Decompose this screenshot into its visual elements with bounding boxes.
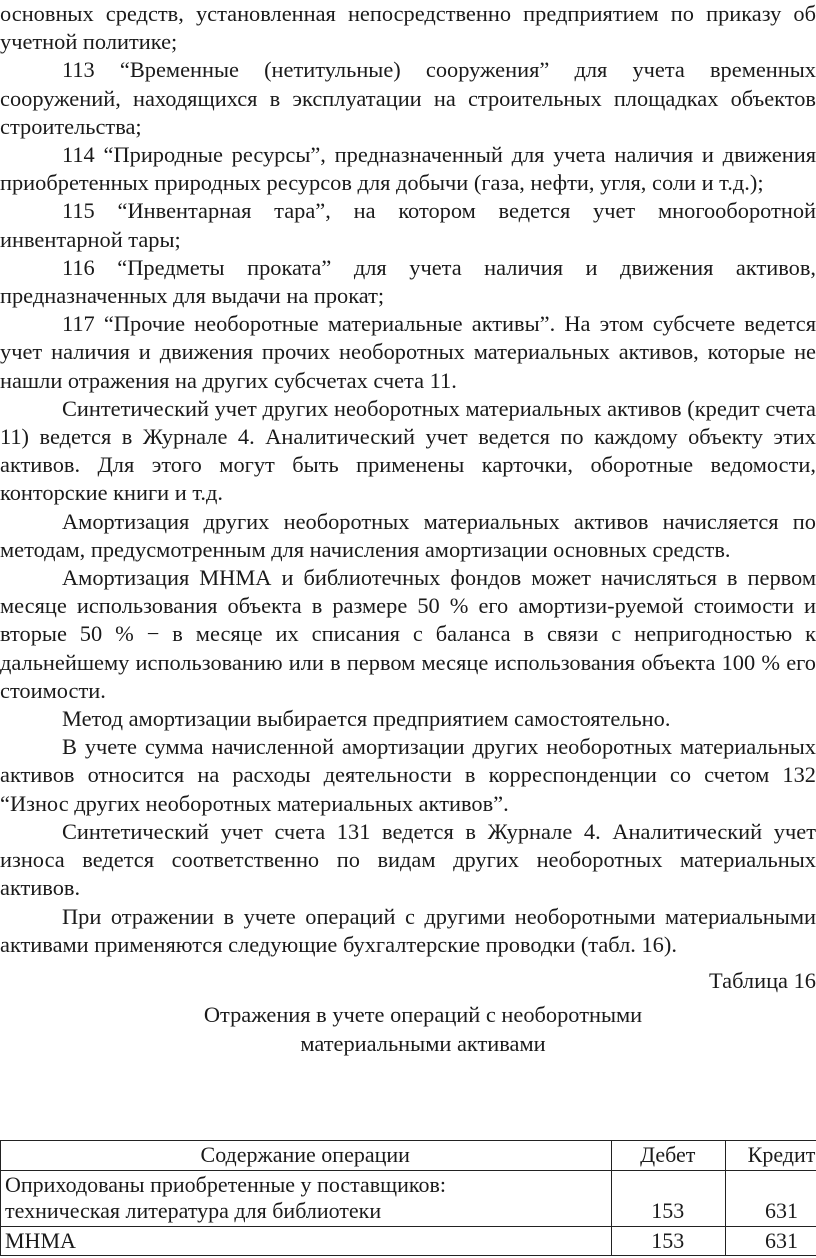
- paragraph-9: Амортизация МНМА и библиотечных фондов может начисляться в первом месяце использования объекта в размере 50 % его амортизи-руемой стоимости и вторые 50 % − в месяце их списания с баланса в связи с непригодностью к дальнейшему использованию или в первом месяце использования объекта 100 % его стоимости.: [0, 565, 816, 703]
- paragraph-11: В учете сумма начисленной амортизации других необоротных материальных активов относится на расходы деятельности в корреспонденции со счетом 132 “Износ других необоротных материальных активов”.: [0, 734, 816, 816]
- table-label: Таблица 16: [709, 967, 816, 993]
- table-title: [0, 1001, 816, 1058]
- paragraph-3: 114 “Природные ресурсы”, предназначенный для учета наличия и движения приобретенных природных ресурсов для добычи (газа, нефти, угля, соли и т.д.);: [0, 142, 816, 196]
- paragraph-4: 115 “Инвентарная тара”, на котором ведется учет многооборотной инвентарной тары;: [0, 198, 816, 252]
- row-credit: 631: [726, 1170, 816, 1226]
- header-debit: Дебет: [612, 1141, 726, 1171]
- row-content: МНМА: [1, 1226, 612, 1256]
- row-content-line-2: техническая литература для библиотеки: [5, 1198, 382, 1223]
- paragraph-10: Метод амортизации выбирается предприятием самостоятельно.: [62, 706, 671, 732]
- paragraph-7: Синтетический учет других необоротных материальных активов (кредит счета 11) ведется в Журнале 4. Аналитический учет ведется по каждому объекту этих активов. Для этого могут быть применены карточки, оборотные ведомости, конторские книги и т.д.: [0, 395, 816, 506]
- row-content: [1, 1170, 612, 1226]
- row-debit: 153: [612, 1170, 726, 1226]
- table-title-line-2: материальными активами: [300, 1030, 546, 1056]
- table-row: [1, 1170, 816, 1226]
- paragraph-13: При отражении в учете операций с другими необоротными материальными активами применяются следующие бухгалтерские проводки (табл. 16).: [0, 903, 816, 957]
- operations-table: [0, 1140, 816, 1256]
- paragraph-5: 116 “Предметы проката” для учета наличия и движения активов, предназначенных для выдачи на прокат;: [0, 254, 816, 309]
- table-row: [1, 1226, 816, 1256]
- table-container: [0, 1140, 816, 1256]
- row-debit: 153: [612, 1226, 726, 1256]
- paragraph-12: Синтетический учет счета 131 ведется в Журнале 4. Аналитический учет износа ведется соответственно по видам других необоротных материальных активов.: [0, 818, 816, 901]
- paragraph-2: 113 “Временные (нетитульные) сооружения” для учета временных сооружений, находящихся в эксплуатации на строительных площадках объектов строительства;: [0, 57, 816, 139]
- table-header-row: [1, 1141, 816, 1171]
- paragraph-6: 117 “Прочие необоротные материальные активы”. На этом субсчете ведется учет наличия и движения прочих необоротных материальных активов, которые не нашли отражения на других субсчетах счета 11.: [0, 311, 816, 393]
- paragraph-1: основных средств, установленная непосредственно предприятием по приказу об учетной политике;: [0, 1, 816, 55]
- row-content-line-1: Оприходованы приобретенные у поставщиков:: [5, 1171, 446, 1197]
- header-credit: Кредит: [726, 1141, 816, 1171]
- header-content: Содержание операции: [1, 1141, 612, 1171]
- row-credit: 631: [726, 1226, 816, 1256]
- table-title-line-1: Отражения в учете операций с необоротными: [203, 1002, 643, 1028]
- paragraph-8: Амортизация других необоротных материальных активов начисляется по методам, предусмотренным для начисления амортизации основных средств.: [0, 508, 816, 562]
